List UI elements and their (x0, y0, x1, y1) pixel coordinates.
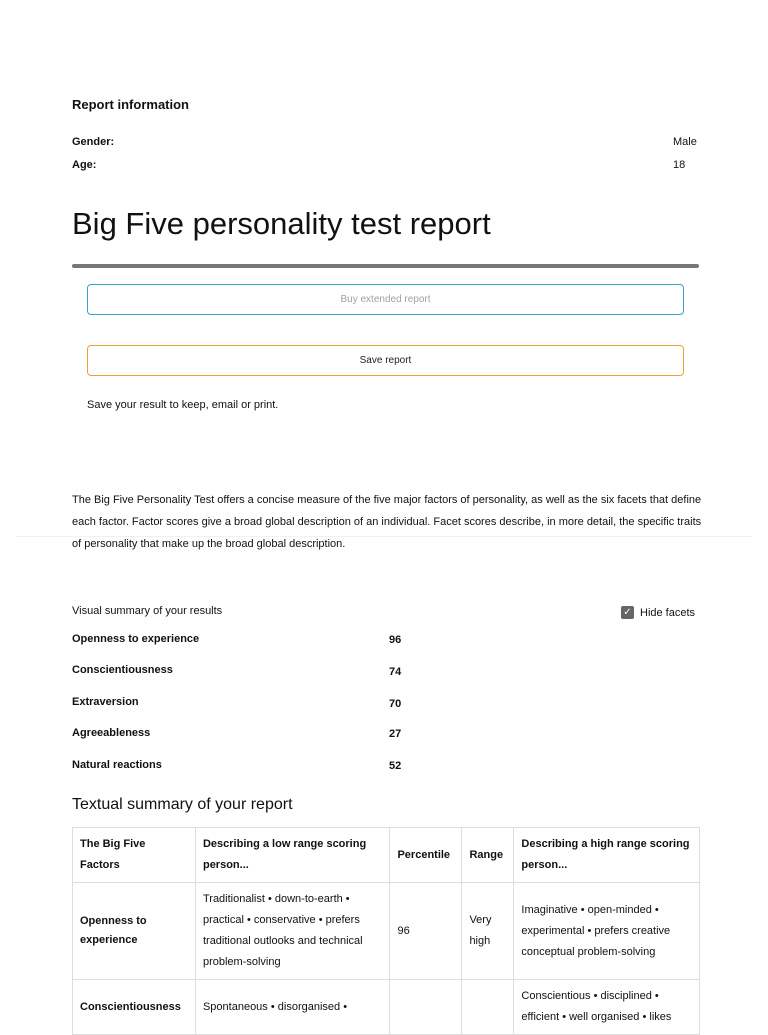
visual-summary-label: Visual summary of your results (72, 605, 223, 617)
header-factors: The Big Five Factors (73, 828, 196, 883)
factor-name-conscientiousness: Conscientiousness (72, 664, 173, 676)
textual-summary-table (72, 827, 700, 1035)
report-info-heading: Report information (72, 97, 189, 112)
row-factor: Openness to experience (73, 883, 196, 980)
factor-name-natural-reactions: Natural reactions (72, 759, 162, 771)
age-label: Age: (72, 159, 97, 171)
table-row (73, 883, 700, 980)
page-title: Big Five personality test report (72, 206, 491, 241)
table-row (73, 980, 700, 1035)
row-factor: Conscientiousness (73, 980, 196, 1035)
row-low-description: Traditionalist • down-to-earth • practical • conservative • prefers traditional outlooks and technical problem-solving (195, 883, 390, 980)
hide-facets-toggle[interactable] (621, 606, 695, 619)
table-header-row (73, 828, 700, 883)
row-low-description: Spontaneous • disorganised • (195, 980, 390, 1035)
header-low-range: Describing a low range scoring person... (195, 828, 390, 883)
row-percentile (390, 980, 462, 1035)
factor-score-openness: 96 (389, 634, 402, 646)
save-note: Save your result to keep, email or print. (87, 399, 279, 411)
factor-name-openness: Openness to experience (72, 633, 200, 645)
factor-score-agreeableness: 27 (389, 728, 402, 740)
intro-paragraph: The Big Five Personality Test offers a concise measure of the five major factors of personality, as well as the six facets that define each factor. Factor scores give a broad global description of an individual. Facet scores describe, in more detail, the specific traits of personality that make up the broad global description. (72, 494, 702, 550)
row-percentile: 96 (390, 883, 462, 980)
section-divider (16, 536, 752, 537)
row-range: Very high (462, 883, 514, 980)
factor-score-extraversion: 70 (389, 698, 402, 710)
factor-score-natural-reactions: 52 (389, 760, 402, 772)
title-divider (72, 264, 699, 268)
gender-label: Gender: (72, 136, 115, 148)
hide-facets-label: Hide facets (640, 606, 696, 619)
header-high-range: Describing a high range scoring person... (514, 828, 700, 883)
age-value: 18 (673, 159, 686, 171)
header-percentile: Percentile (390, 828, 462, 883)
header-range: Range (462, 828, 514, 883)
gender-value: Male (673, 136, 697, 148)
buy-extended-report-button[interactable]: Buy extended report (87, 284, 684, 315)
factor-name-extraversion: Extraversion (72, 696, 139, 708)
textual-summary-title: Textual summary of your report (72, 796, 293, 813)
factor-name-agreeableness: Agreeableness (72, 727, 151, 739)
row-high-description: Conscientious • disciplined • efficient • well organised • likes (514, 980, 700, 1035)
row-range (462, 980, 514, 1035)
factor-score-conscientiousness: 74 (389, 666, 402, 678)
checkbox-checked-icon[interactable]: ✓ (621, 606, 634, 619)
save-report-button[interactable]: Save report (87, 345, 684, 376)
row-high-description: Imaginative • open-minded • experimental • prefers creative conceptual problem-solving (514, 883, 700, 980)
